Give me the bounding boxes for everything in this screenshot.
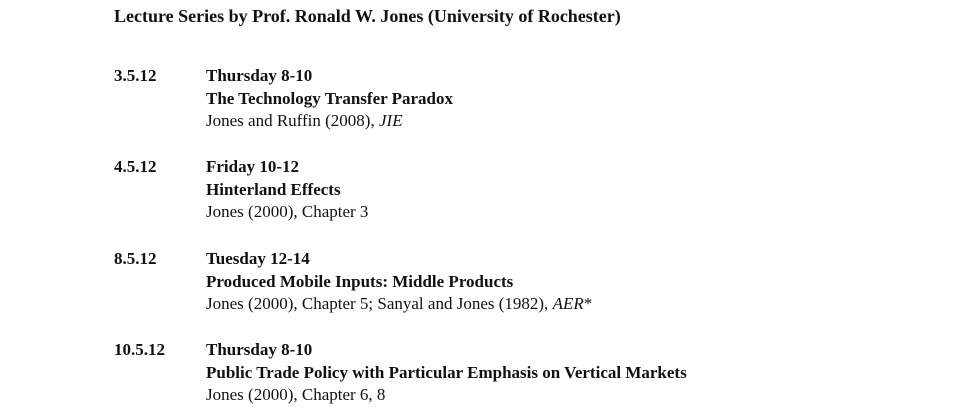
lecture-date: 8.5.12 <box>114 249 157 268</box>
lecture-details <box>206 248 926 316</box>
lecture-details <box>206 339 926 407</box>
lecture-time: Thursday 8-10 <box>206 340 313 359</box>
lecture-date: 3.5.12 <box>114 66 157 85</box>
lecture-title: Produced Mobile Inputs: Middle Products <box>206 271 514 291</box>
lecture-details <box>206 156 926 224</box>
reading-text: Jones (2000), Chapter 5; Sanyal and Jones (1982), <box>206 294 553 313</box>
lecture-date: 4.5.12 <box>114 157 157 176</box>
lecture-schedule-document <box>114 0 934 405</box>
lecture-title: The Technology Transfer Paradox <box>206 88 453 108</box>
reading-text: Jones and Ruffin (2008), <box>206 111 379 130</box>
lecture-time: Friday 10-12 <box>206 157 300 176</box>
lecture-reading <box>206 293 926 316</box>
journal-abbreviation: AER <box>552 294 584 313</box>
lecture-time: Tuesday 12-14 <box>206 249 310 268</box>
page-title: Lecture Series by Prof. Ronald W. Jones (University of Rochester) <box>114 6 621 26</box>
journal-abbreviation: JIE <box>378 111 403 130</box>
reading-suffix: * <box>583 294 593 313</box>
reading-text: Jones (2000), Chapter 3 <box>206 202 369 221</box>
lecture-reading <box>206 384 926 407</box>
lecture-time: Thursday 8-10 <box>206 66 313 85</box>
lecture-details <box>206 65 926 133</box>
reading-text: Jones (2000), Chapter 6, 8 <box>206 385 386 404</box>
lecture-title: Public Trade Policy with Particular Emphasis on Vertical Markets <box>206 362 687 382</box>
lecture-title: Hinterland Effects <box>206 179 341 199</box>
lecture-date: 10.5.12 <box>114 340 165 359</box>
lecture-reading <box>206 110 926 133</box>
lecture-reading <box>206 201 926 224</box>
